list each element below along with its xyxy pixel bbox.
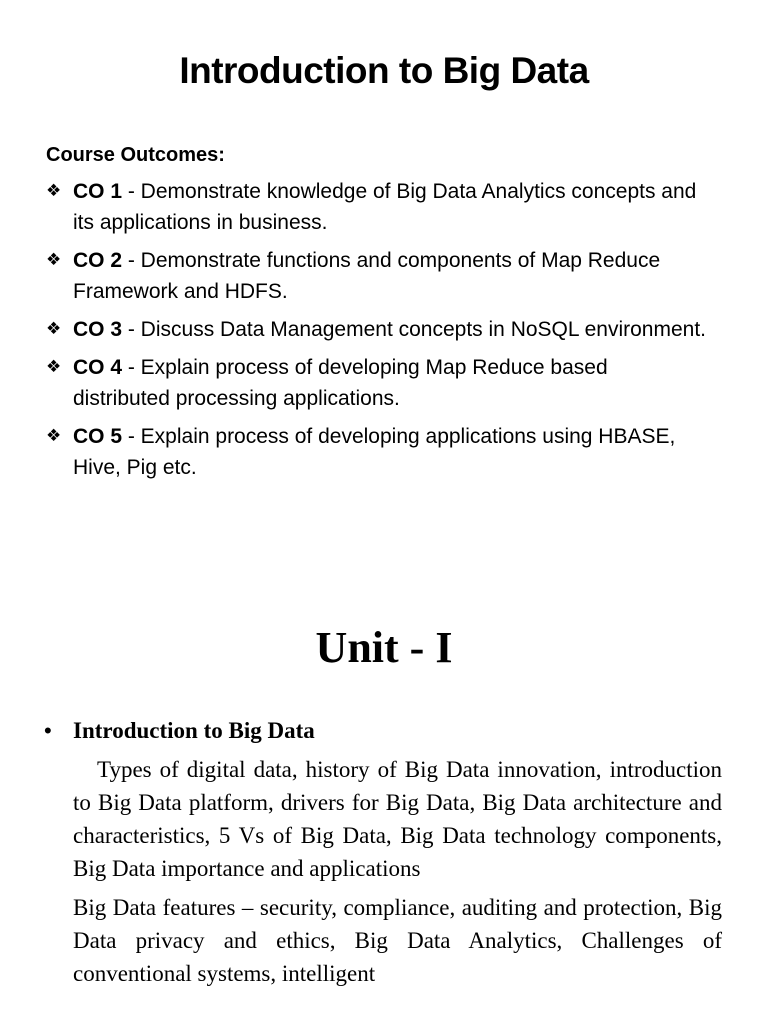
list-item [44, 714, 722, 990]
outcome-code: CO 2 [73, 249, 123, 272]
four-diamond-bullet-icon: ❖ [46, 426, 62, 446]
list-item [46, 421, 706, 483]
course-outcomes-heading: Course Outcomes: [46, 144, 225, 166]
topic-paragraph: Big Data features – security, compliance, auditing and protection, Big Data privacy and ethics, Big Data Analytics, Challenges of conventional systems, intelligent [73, 895, 722, 986]
four-diamond-bullet-icon: ❖ [46, 181, 62, 201]
outcome-code: CO 1 [73, 180, 123, 203]
outcome-code: CO 4 [73, 356, 123, 379]
outcome-code: CO 3 [73, 318, 123, 341]
slide-unit-one [0, 600, 768, 1024]
list-item [46, 245, 706, 307]
topic-paragraph: Types of digital data, history of Big Data innovation, introduction to Big Data platform, drivers for Big Data, Big Data architecture and characteristics, 5 Vs of Big Data, Big Data technology components, Big Data importance and applications [73, 757, 722, 881]
four-diamond-bullet-icon: ❖ [46, 357, 62, 377]
four-diamond-bullet-icon: ❖ [46, 319, 62, 339]
round-bullet-icon: • [44, 718, 52, 743]
slide-title: Introduction to Big Data [179, 50, 589, 91]
outcome-text: - Explain process of developing applications using HBASE, Hive, Pig etc. [73, 425, 676, 479]
course-outcomes-list [46, 176, 706, 490]
unit-topic-list [44, 714, 722, 996]
list-item [46, 176, 706, 238]
unit-title: Unit - I [315, 623, 453, 672]
outcome-text: - Demonstrate knowledge of Big Data Analytics concepts and its applications in business. [73, 180, 697, 234]
list-item [46, 352, 706, 414]
topic-heading: Introduction to Big Data [73, 718, 315, 743]
list-item [46, 314, 706, 345]
outcome-text: - Explain process of developing Map Reduce based distributed processing applications. [73, 356, 608, 410]
outcome-text: - Discuss Data Management concepts in NoSQL environment. [122, 318, 707, 341]
four-diamond-bullet-icon: ❖ [46, 250, 62, 270]
outcome-code: CO 5 [73, 425, 123, 448]
outcome-text: - Demonstrate functions and components of Map Reduce Framework and HDFS. [73, 249, 661, 303]
